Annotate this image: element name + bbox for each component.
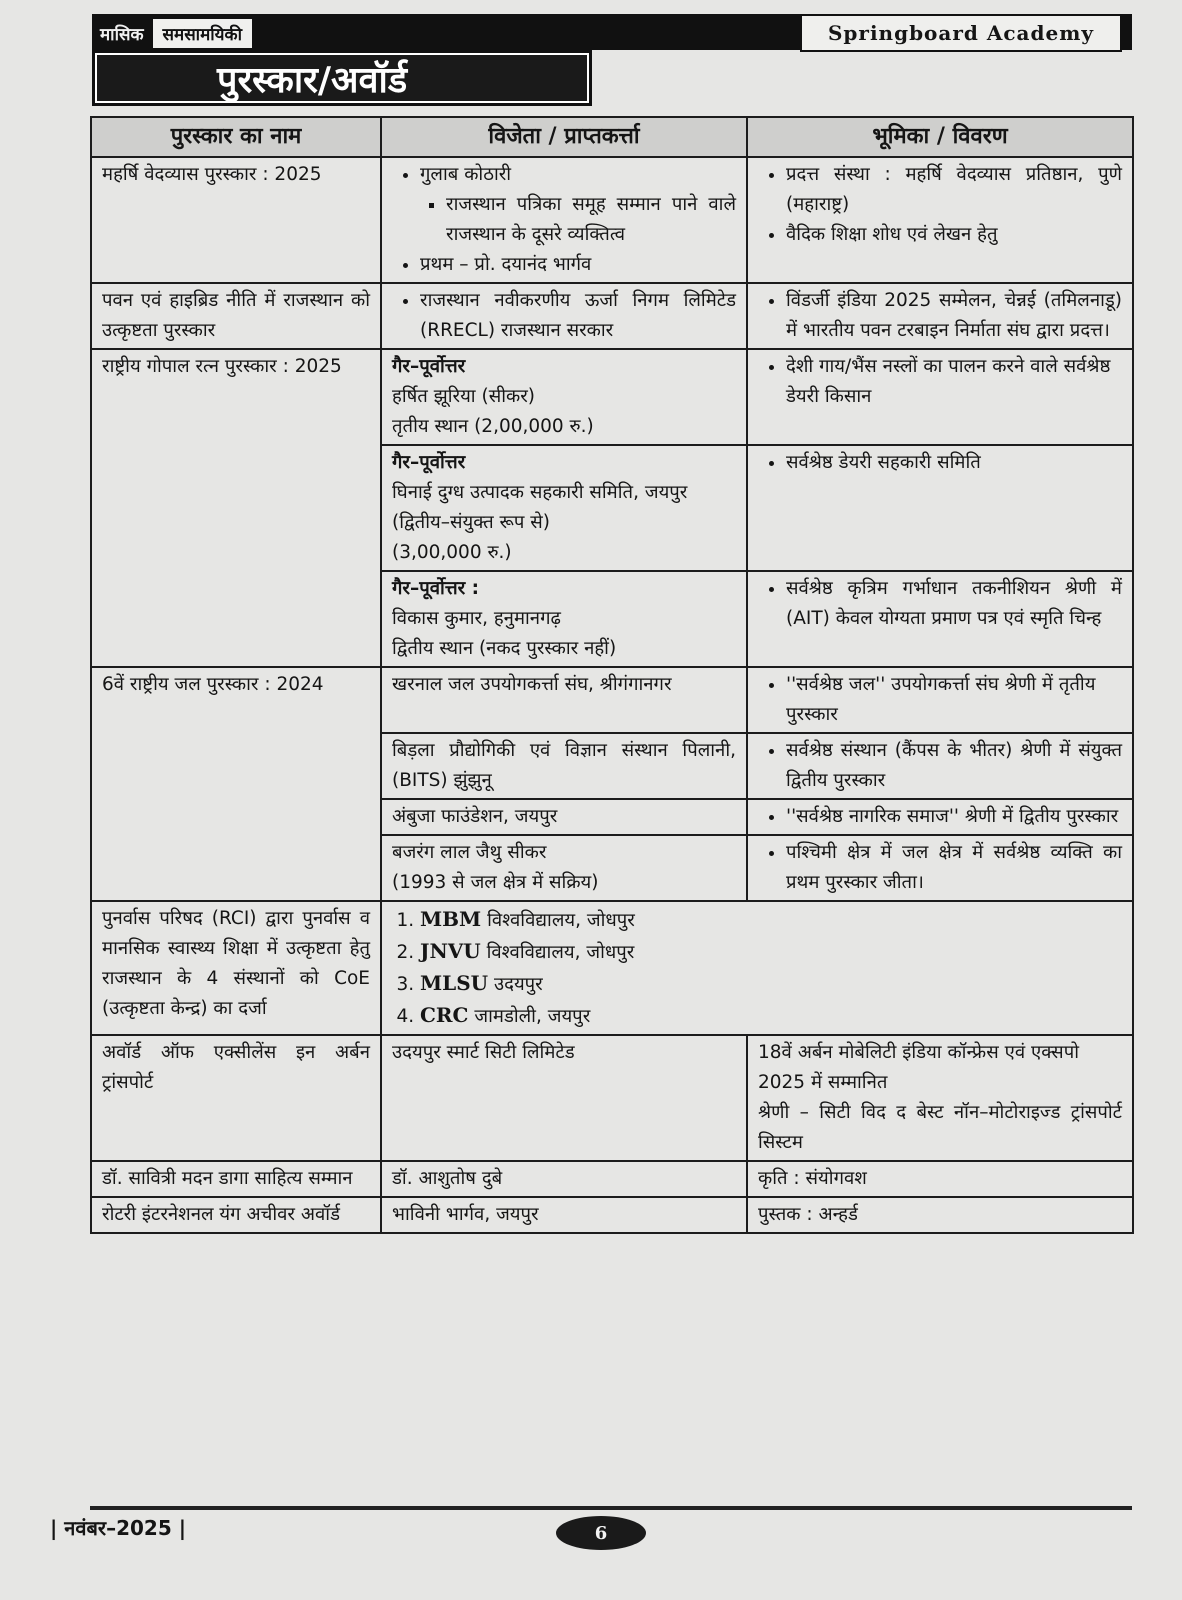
winner-line: (1993 से जल क्षेत्र में सक्रिय): [392, 872, 599, 893]
winner-line: (3,00,000 रु.): [392, 542, 512, 563]
winner-line: हर्षित झूरिया (सीकर): [392, 386, 535, 407]
list-item: ▪ राजस्थान पत्रिका समूह सम्मान पाने वाले राजस्थान के दूसरे व्यक्तित्व: [446, 190, 736, 250]
list-item: • सर्वश्रेष्ठ कृत्रिम गर्भाधान तकनीशियन श्रेणी में (AIT) केवल योग्यता प्रमाण पत्र एवं स्मृति चिन्ह: [786, 574, 1122, 634]
award-description: [747, 733, 1133, 799]
magazine-label-part1: मासिक: [92, 19, 152, 48]
table-row: [91, 901, 1133, 1035]
winner-line: विकास कुमार, हनुमानगढ़: [392, 608, 561, 629]
award-winner: [381, 901, 1133, 1035]
section-title: पुरस्कार/अवॉर्ड: [97, 55, 587, 101]
winner-line: तृतीय स्थान (2,00,000 रु.): [392, 416, 594, 437]
column-header-award: पुरस्कार का नाम: [91, 117, 381, 157]
award-description: [747, 835, 1133, 901]
list-item: • सर्वश्रेष्ठ डेयरी सहकारी समिति: [786, 448, 1122, 478]
award-winner: [381, 445, 747, 571]
award-name: राष्ट्रीय गोपाल रत्न पुरस्कार : 2025: [91, 349, 381, 667]
list-item: • प्रथम – प्रो. दयानंद भार्गव: [420, 250, 736, 280]
winner-line: बजरंग लाल जैथु सीकर: [392, 842, 547, 863]
award-name: 6वें राष्ट्रीय जल पुरस्कार : 2024: [91, 667, 381, 901]
institution-name: जामडोली, जयपुर: [474, 1006, 591, 1027]
winner-line: द्वितीय स्थान (नकद पुरस्कार नहीं): [392, 638, 617, 659]
category-heading: गैर–पूर्वोत्तर: [392, 452, 466, 473]
footer-rule: [90, 1506, 1132, 1510]
list-item: [420, 1000, 1122, 1032]
award-description: [747, 1035, 1133, 1161]
list-item: • प्रदत्त संस्था : महर्षि वेदव्यास प्रतिष्ठान, पुणे (महाराष्ट्र): [786, 160, 1122, 220]
award-winner: बिड़ला प्रौद्योगिकी एवं विज्ञान संस्थान पिलानी, (BITS) झुंझुनू: [381, 733, 747, 799]
award-description: [747, 283, 1133, 349]
table-row: [91, 667, 1133, 733]
footer-month: | नवंबर–2025 |: [50, 1516, 187, 1540]
magazine-label-part2: समसामयिकी: [152, 18, 253, 49]
award-winner: भाविनी भार्गव, जयपुर: [381, 1197, 747, 1233]
award-description: [747, 667, 1133, 733]
award-name: रोटरी इंटरनेशनल यंग अचीवर अवॉर्ड: [91, 1197, 381, 1233]
list-item: • ''सर्वश्रेष्ठ जल'' उपयोगकर्त्ता संघ श्रेणी में तृतीय पुरस्कार: [786, 670, 1122, 730]
institution-name: उदयपुर: [493, 974, 543, 995]
award-winner: उदयपुर स्मार्ट सिटी लिमिटेड: [381, 1035, 747, 1161]
award-winner: डॉ. आशुतोष दुबे: [381, 1161, 747, 1197]
description-line: 18वें अर्बन मोबेलिटी इंडिया कॉन्फ्रेस एवं एक्सपो 2025 में सम्मानित: [758, 1042, 1079, 1093]
category-heading: गैर–पूर्वोत्तर :: [392, 578, 480, 599]
awards-table: [90, 116, 1134, 1234]
list-item: • राजस्थान नवीकरणीय ऊर्जा निगम लिमिटेड (RRECL) राजस्थान सरकार: [420, 286, 736, 346]
section-title-box: [92, 50, 592, 106]
award-winner: [381, 835, 747, 901]
winner-name: गुलाब कोठारी: [420, 164, 512, 185]
list-item: • ''सर्वश्रेष्ठ नागरिक समाज'' श्रेणी में द्वितीय पुरस्कार: [786, 802, 1122, 832]
award-description: [747, 445, 1133, 571]
award-name: पुनर्वास परिषद (RCI) द्वारा पुनर्वास व मानसिक स्वास्थ्य शिक्षा में उत्कृष्टता हेतु राजस्थान के 4 संस्थानों को CoE (उत्कृष्टता केन्द्र) का दर्जा: [91, 901, 381, 1035]
institution-abbr: CRC: [420, 1003, 469, 1027]
award-winner: [381, 283, 747, 349]
list-item: [420, 968, 1122, 1000]
column-header-winner: विजेता / प्राप्तकर्त्ता: [381, 117, 747, 157]
table-row: [91, 283, 1133, 349]
institution-abbr: MLSU: [420, 971, 489, 995]
award-description: पुस्तक : अन्हर्ड: [747, 1197, 1133, 1233]
award-winner: अंबुजा फाउंडेशन, जयपुर: [381, 799, 747, 835]
award-name: महर्षि वेदव्यास पुरस्कार : 2025: [91, 157, 381, 283]
table-row: [91, 349, 1133, 445]
description-line: श्रेणी – सिटी विद द बेस्ट नॉन–मोटोराइज्ड ट्रांसपोर्ट सिस्टम: [758, 1102, 1122, 1153]
award-description: [747, 349, 1133, 445]
column-header-description: भूमिका / विवरण: [747, 117, 1133, 157]
award-winner: खरनाल जल उपयोगकर्त्ता संघ, श्रीगंगानगर: [381, 667, 747, 733]
award-winner: [381, 157, 747, 283]
list-item: [420, 904, 1122, 936]
list-item: • सर्वश्रेष्ठ संस्थान (कैंपस के भीतर) श्रेणी में संयुक्त द्वितीय पुरस्कार: [786, 736, 1122, 796]
magazine-label: [92, 18, 253, 48]
award-name: डॉ. सावित्री मदन डागा साहित्य सम्मान: [91, 1161, 381, 1197]
award-winner: [381, 349, 747, 445]
award-winner: [381, 571, 747, 667]
page-number: 6: [556, 1516, 646, 1550]
table-row: [91, 1161, 1133, 1197]
award-description: कृति : संयोगवश: [747, 1161, 1133, 1197]
brand-name: Springboard Academy: [800, 14, 1122, 52]
institution-name: विश्वविद्यालय, जोधपुर: [487, 910, 635, 931]
award-description: [747, 157, 1133, 283]
award-name: अवॉर्ड ऑफ एक्सीलेंस इन अर्बन ट्रांसपोर्ट: [91, 1035, 381, 1161]
list-item: • वैदिक शिक्षा शोध एवं लेखन हेतु: [786, 220, 1122, 250]
award-description: [747, 799, 1133, 835]
category-heading: गैर–पूर्वोत्तर: [392, 356, 466, 377]
award-name: पवन एवं हाइब्रिड नीति में राजस्थान को उत्कृष्टता पुरस्कार: [91, 283, 381, 349]
list-item: • विंडर्जी इंडिया 2025 सम्मेलन, चेन्नई (तमिलनाडू) में भारतीय पवन टरबाइन निर्माता संघ द्वारा प्रदत्त।: [786, 286, 1122, 346]
list-item: • पश्चिमी क्षेत्र में जल क्षेत्र में सर्वश्रेष्ठ व्यक्ति का प्रथम पुरस्कार जीता।: [786, 838, 1122, 898]
table-header-row: [91, 117, 1133, 157]
table-row: [91, 1197, 1133, 1233]
table-row: [91, 1035, 1133, 1161]
winner-line: घिनाई दुग्ध उत्पादक सहकारी समिति, जयपुर (द्वितीय–संयुक्त रूप से): [392, 482, 688, 533]
institution-abbr: MBM: [420, 907, 482, 931]
list-item: [420, 936, 1122, 968]
institution-name: विश्वविद्यालय, जोधपुर: [486, 942, 635, 963]
award-description: [747, 571, 1133, 667]
institution-abbr: JNVU: [420, 939, 481, 963]
list-item: • देशी गाय/भैंस नस्लों का पालन करने वाले सर्वश्रेष्ठ डेयरी किसान: [786, 352, 1122, 412]
list-item: [420, 160, 736, 250]
table-row: [91, 157, 1133, 283]
